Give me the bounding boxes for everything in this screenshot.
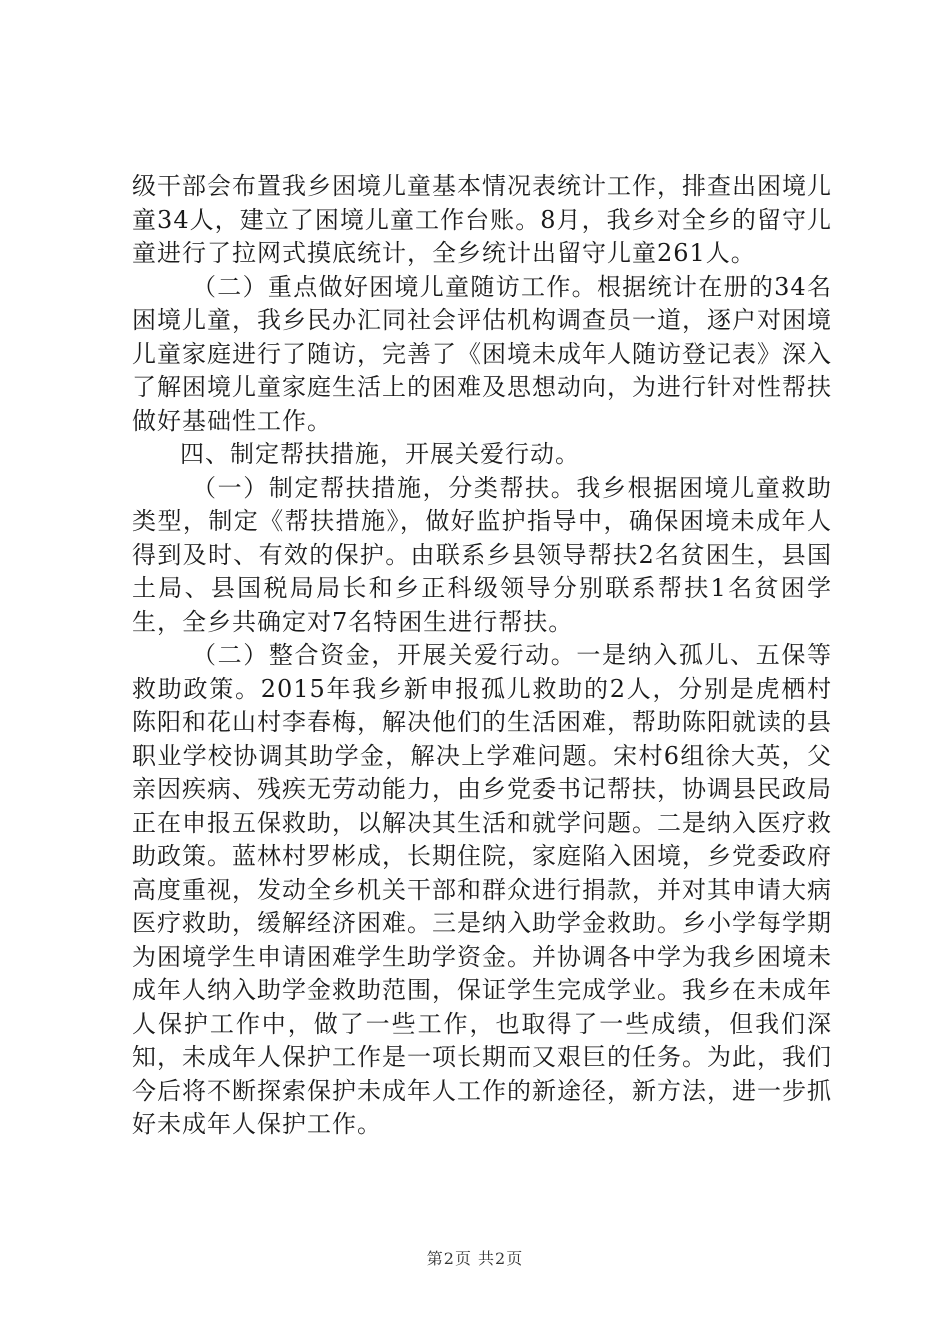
section-heading-four: 四、制定帮扶措施，开展关爱行动。 <box>180 440 580 468</box>
paragraph-continuation: 级干部会布置我乡困境儿童基本情况表统计工作，排查出困境儿童34人，建立了困境儿童工作台账。8月，我乡对全乡的留守儿童进行了拉网式摸底统计，全乡统计出留守儿童261人。 <box>132 172 832 267</box>
page-number-footer: 第2页 共2页 <box>426 1249 524 1268</box>
paragraph-follow-up-visits: （二）重点做好困境儿童随访工作。根据统计在册的34名困境儿童，我乡民办汇同社会评估机构调查员一道，逐户对困境儿童家庭进行了随访，完善了《困境未成年人随访登记表》深入了解困境儿童家庭生活上的困难及思想动向，为进行针对性帮扶做好基础性工作。 <box>132 272 832 435</box>
paragraph-assistance-measures: （一）制定帮扶措施，分类帮扶。我乡根据困境儿童救助类型，制定《帮扶措施》，做好监护指导中，确保困境未成年人得到及时、有效的保护。由联系乡县领导帮扶2名贫困生，县国土局、县国税局局长和乡正科级领导分别联系帮扶1名贫困学生，全乡共确定对7名特困生进行帮扶。 <box>132 473 832 636</box>
document-body <box>132 170 832 1142</box>
paragraph-funding-actions: （二）整合资金，开展关爱行动。一是纳入孤儿、五保等救助政策。2015年我乡新申报孤儿救助的2人，分别是虎栖村陈阳和花山村李春梅，解决他们的生活困难，帮助陈阳就读的县职业学校协调其助学金，解决上学难问题。宋村6组徐大英，父亲因疾病、残疾无劳动能力，由乡党委书记帮扶，协调县民政局正在申报五保救助，以解决其生活和就学问题。二是纳入医疗救助政策。蓝林村罗彬成，长期住院，家庭陷入困境，乡党委政府高度重视，发动全乡机关干部和群众进行捐款，并对其申请大病医疗救助，缓解经济困难。三是纳入助学金救助。乡小学每学期为困境学生申请困难学生助学资金。并协调各中学为我乡困境未成年人纳入助学金救助范围，保证学生完成学业。我乡在未成年人保护工作中，做了一些工作，也取得了一些成绩，但我们深知，未成年人保护工作是一项长期而又艰巨的任务。为此，我们今后将不断探索保护未成年人工作的新途径，新方法，进一步抓好未成年人保护工作。 <box>132 641 832 1138</box>
